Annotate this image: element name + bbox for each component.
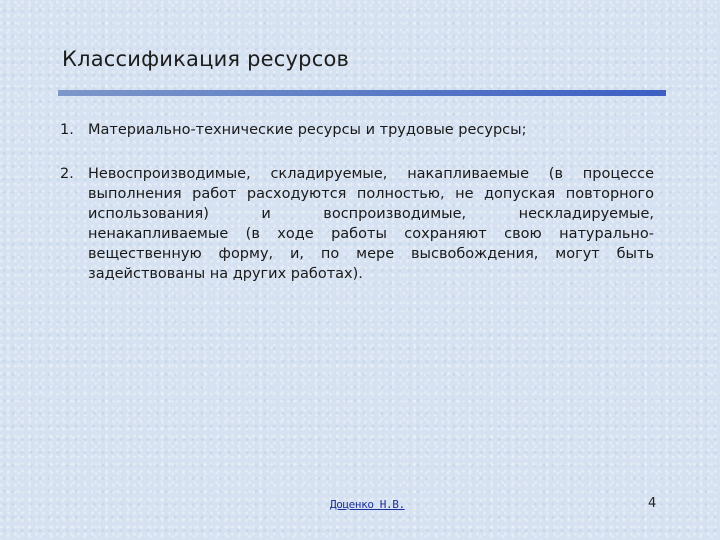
list-item-number: 1. xyxy=(60,122,74,138)
list-item xyxy=(60,120,654,140)
list-item-number: 2. xyxy=(60,166,74,182)
list-item xyxy=(60,164,654,284)
title-divider xyxy=(58,90,666,96)
list-item-text: Невоспроизводимые, складируемые, накапливаемые (в процессе выполнения работ расходуются полностью, не допуская повторного использования) и воспроизводимые, нескладируемые, ненакапливаемые (в ходе работы сохраняют свою натурально-вещественную форму, и, по мере высвобождения, могут быть задействованы на других работах). xyxy=(88,166,654,282)
slide-title: Классификация ресурсов xyxy=(62,47,350,71)
list-item-text: Материально-технические ресурсы и трудовые ресурсы; xyxy=(88,122,527,138)
resource-list xyxy=(60,120,654,284)
page-number: 4 xyxy=(648,496,657,511)
footer-author: Доценко Н.В. xyxy=(330,498,405,511)
